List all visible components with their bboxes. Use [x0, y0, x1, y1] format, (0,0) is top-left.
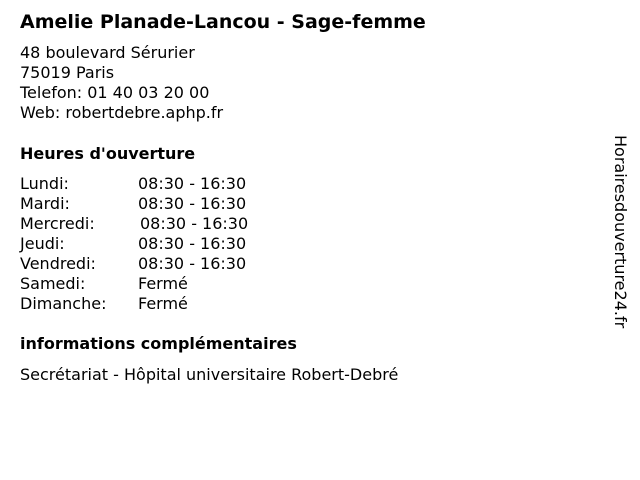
opening-hours-table [20, 174, 280, 314]
city-postal-code: 75019 Paris [20, 63, 115, 82]
hours-row-monday [20, 174, 280, 194]
address-block [20, 43, 223, 123]
phone-number: Telefon: 01 40 03 20 00 [20, 83, 210, 102]
hours-row-tuesday [20, 194, 280, 214]
day-label: Mardi: [20, 194, 70, 213]
day-label: Lundi: [20, 174, 69, 193]
hours-row-thursday [20, 234, 280, 254]
street-address: 48 boulevard Sérurier [20, 43, 195, 62]
day-label: Samedi: [20, 274, 86, 293]
time-value: Fermé [138, 274, 188, 293]
day-label: Dimanche: [20, 294, 107, 313]
site-watermark: Horairesdouverture24.fr [611, 135, 630, 329]
time-value: 08:30 - 16:30 [140, 214, 249, 233]
day-label: Vendredi: [20, 254, 96, 273]
page-title: Amelie Planade-Lancou - Sage-femme [20, 11, 426, 33]
time-value: Fermé [138, 294, 188, 313]
additional-info-heading: informations complémentaires [20, 334, 297, 353]
hours-row-friday [20, 254, 280, 274]
hours-row-sunday [20, 294, 280, 314]
hours-row-saturday [20, 274, 280, 294]
time-value: 08:30 - 16:30 [138, 234, 247, 253]
time-value: 08:30 - 16:30 [138, 194, 247, 213]
opening-hours-heading: Heures d'ouverture [20, 144, 196, 163]
day-label: Mercredi: [20, 214, 95, 233]
website-link[interactable]: Web: robertdebre.aphp.fr [20, 103, 224, 122]
hours-row-wednesday [20, 214, 280, 234]
day-label: Jeudi: [20, 234, 65, 253]
additional-info-text: Secrétariat - Hôpital universitaire Robert-Debré [20, 365, 399, 384]
time-value: 08:30 - 16:30 [138, 174, 247, 193]
time-value: 08:30 - 16:30 [138, 254, 247, 273]
